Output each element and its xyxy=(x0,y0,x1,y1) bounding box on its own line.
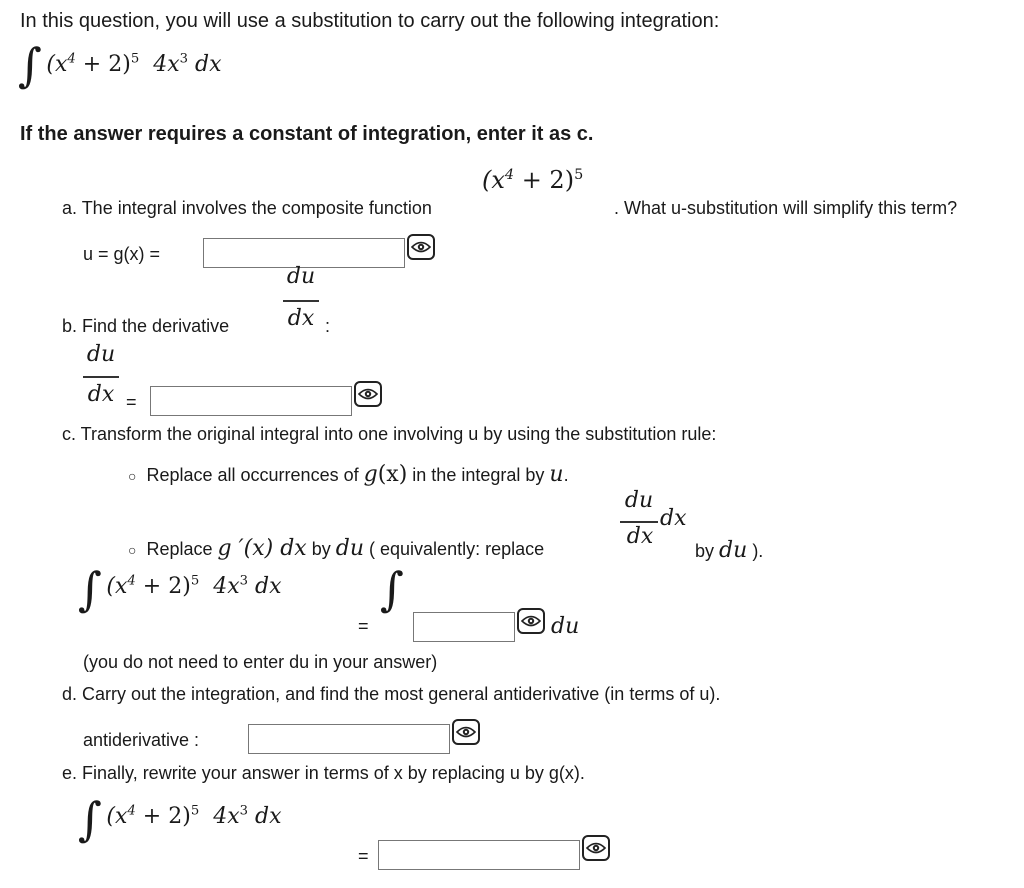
eye-preview-icon[interactable] xyxy=(582,835,610,861)
composite-function: $(x^4 + 2)^5$ xyxy=(482,166,584,194)
intro-text: In this question, you will use a substitution to carry out the following integration: xyxy=(20,10,720,32)
du-numerator-2: du xyxy=(86,342,116,367)
u-g-label: u = g(x) = xyxy=(83,244,161,264)
dx-inline: dx xyxy=(660,506,687,531)
integral-c: ∫ $(x^4 + 2)^5$ $4x^3$ dx xyxy=(78,562,282,616)
part-b-text: b. Find the derivative xyxy=(62,316,230,336)
part-a-question: . What u-substitution will simplify this term? xyxy=(614,198,958,218)
du-numerator-3: du xyxy=(624,488,654,513)
antiderivative-input[interactable] xyxy=(248,724,450,754)
main-integral: ∫ $(x^4 + 2)^5$ $4x^3$ dx xyxy=(18,38,222,92)
bullet1: ○ Replace all occurrences of g(x) in the integral by u. xyxy=(128,462,569,487)
fraction-bar-2 xyxy=(83,376,119,378)
part-c-text: c. Transform the original integral into one involving u by using the substitution rule: xyxy=(62,424,717,444)
equals-c: = xyxy=(358,616,369,636)
antiderivative-label: antiderivative : xyxy=(83,730,200,750)
du-suffix: du xyxy=(551,614,580,639)
part-d-text: d. Carry out the integration, and find the most general antiderivative (in terms of u). xyxy=(62,684,721,704)
integral-e: ∫ $(x^4 + 2)^5$ $4x^3$ dx xyxy=(78,792,282,846)
bullet2: ○ Replace g ′(x) dx by du ( equivalently: replace xyxy=(128,536,545,561)
final-answer-input[interactable] xyxy=(378,840,580,870)
dx-denominator-2: dx xyxy=(87,382,115,407)
equals-b: = xyxy=(126,392,137,412)
eye-preview-icon[interactable] xyxy=(407,234,435,260)
part-b-colon: : xyxy=(325,316,331,336)
part-e-text: e. Finally, rewrite your answer in terms of x by replacing u by g(x). xyxy=(62,763,585,783)
eye-preview-icon[interactable] xyxy=(452,719,480,745)
fraction-bar xyxy=(283,300,319,302)
integral-sign-c: ∫ xyxy=(380,562,404,616)
du-numerator: du xyxy=(286,264,316,289)
dx-denominator: dx xyxy=(287,306,315,331)
part-a-text: a. The integral involves the composite function xyxy=(62,198,432,218)
dx-denominator-3: dx xyxy=(626,524,654,549)
fraction-bar-3 xyxy=(620,521,658,523)
derivative-input[interactable] xyxy=(150,386,352,416)
transformed-integrand-input[interactable] xyxy=(413,612,515,642)
eye-preview-icon[interactable] xyxy=(354,381,382,407)
constant-note: If the answer requires a constant of integration, enter it as c. xyxy=(20,123,594,145)
du-note: (you do not need to enter du in your answer) xyxy=(83,652,438,672)
equals-e: = xyxy=(358,846,369,866)
eye-preview-icon[interactable] xyxy=(517,608,545,634)
bullet2-end: by du ). xyxy=(695,538,764,563)
